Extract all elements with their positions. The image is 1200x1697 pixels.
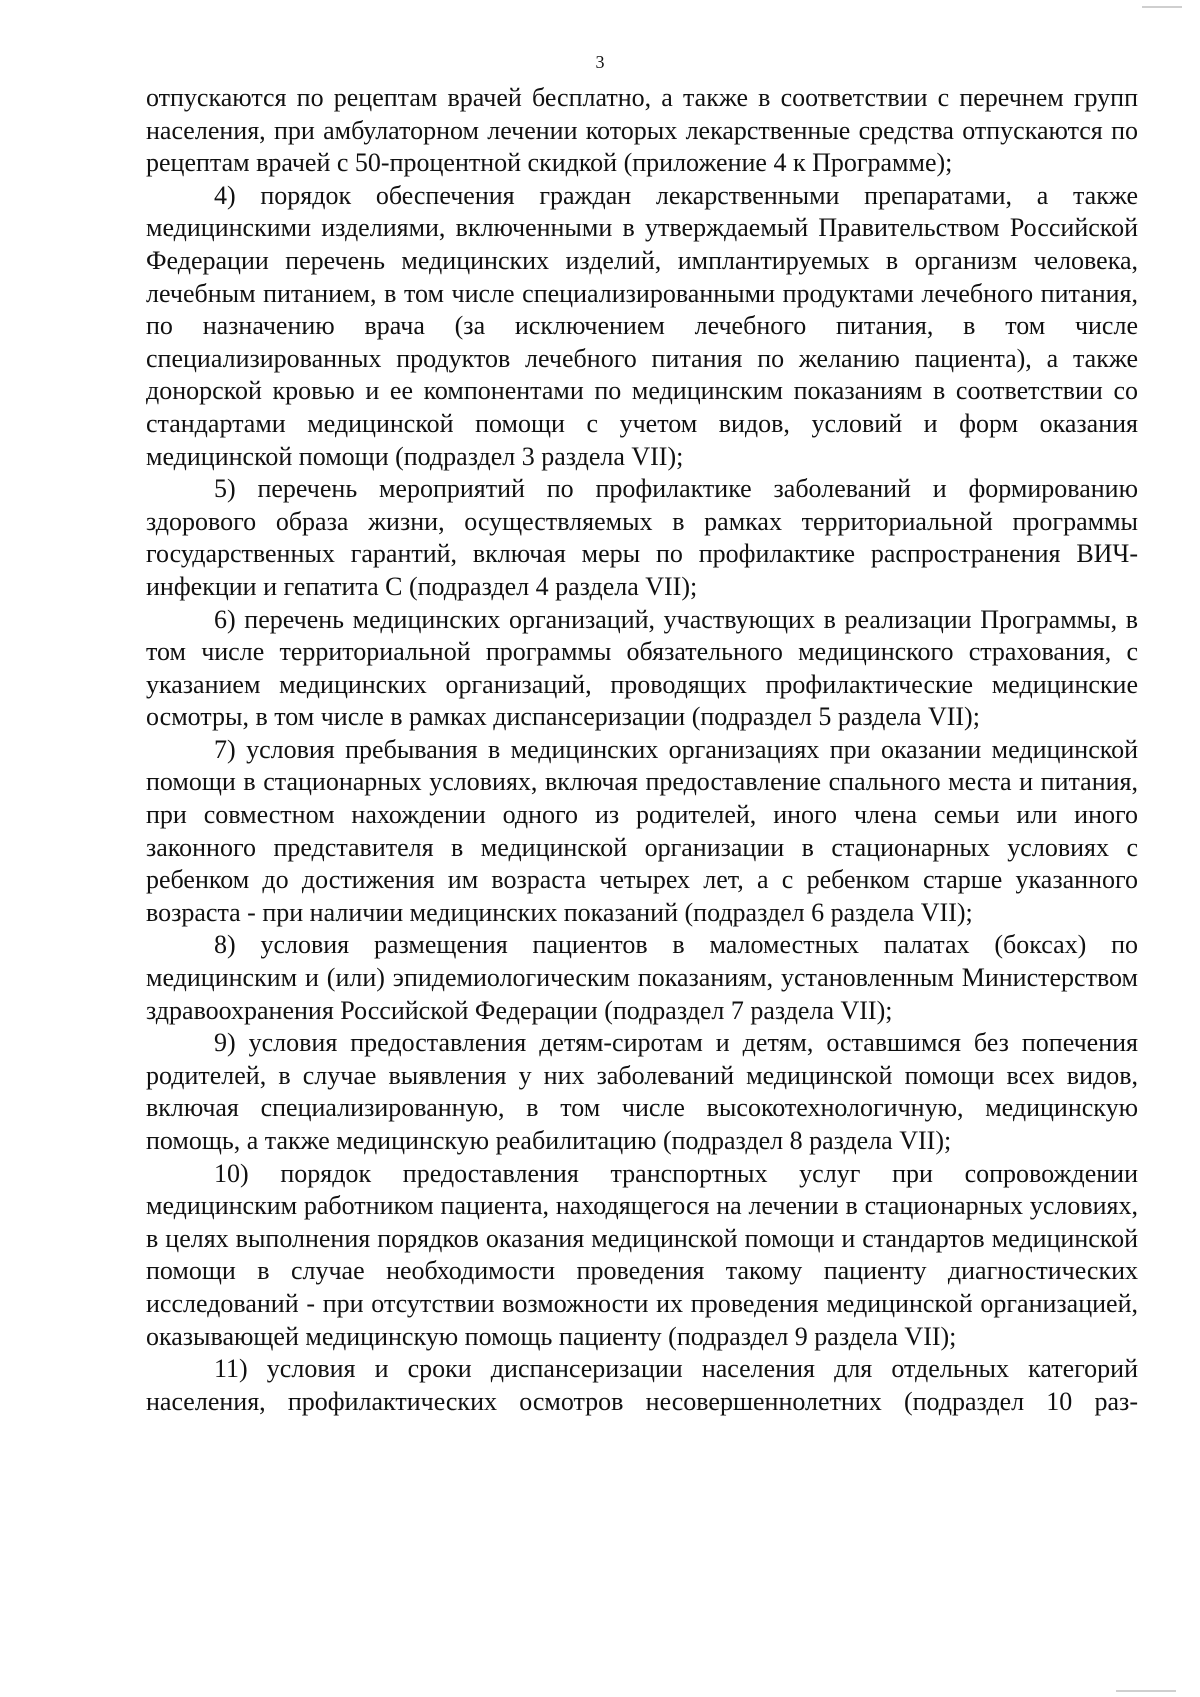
paragraph-item-10: 10) порядок предоставления транспортных услуг при сопровождении медицинским работником пациента, находящегося на лечении в стационарных условиях, в целях выполнения порядков оказания медицинской помощи и стандартов медицинской помощи в случае необходимости проведения такому пациенту диагностических исследований - при отсутствии возможности их проведения медицинской организацией, оказывающей медицинскую помощь пациенту (подраздел 9 раздела VII); bbox=[146, 1158, 1138, 1351]
paragraph-item-5: 5) перечень мероприятий по профилактике заболеваний и формированию здорового образа жизни, осуществляемых в рамках территориальной программы государственных гарантий, включая меры по профилактике распространения ВИЧ-инфекции и гепатита С (подраздел 4 раздела VII); bbox=[146, 474, 1138, 601]
paragraph-item-8: 8) условия размещения пациентов в маломестных палатах (боксах) по медицинским и (или) эпидемиологическим показаниям, установленным Министерством здравоохранения Российской Федерации (подраздел 7 раздела VII); bbox=[146, 930, 1138, 1025]
paragraph-item-11: 11) условия и сроки диспансеризации населения для отдельных категорий населения, профилактических осмотров несовершеннолетних (подраздел 10 раз- bbox=[146, 1354, 1138, 1416]
paragraph-item-7: 7) условия пребывания в медицинских организациях при оказании медицинской помощи в стационарных условиях, включая предоставление спального места и питания, при совместном нахождении одного из родителей, иного члена семьи или иного законного представителя в медицинской организации в стационарных условиях с ребенком до достижения им возраста четырех лет, а с ребенком старше указанного возраста - при наличии медицинских показаний (подраздел 6 раздела VII); bbox=[146, 734, 1138, 927]
paragraph-continuation: отпускаются по рецептам врачей бесплатно, а также в соответствии с перечнем групп населения, при амбулаторном лечении которых лекарственные средства отпускаются по рецептам врачей с 50-процентной скидкой (приложение 4 к Программе); bbox=[146, 83, 1138, 178]
scan-artifact bbox=[1116, 1690, 1176, 1692]
paragraph-item-6: 6) перечень медицинских организаций, участвующих в реализации Программы, в том числе территориальной программы обязательного медицинского страхования, с указанием медицинских организаций, проводящих профилактические медицинские осмотры, в том числе в рамках диспансеризации (подраздел 5 раздела VII); bbox=[146, 604, 1138, 732]
document-body bbox=[146, 82, 1138, 1418]
paragraph-item-4: 4) порядок обеспечения граждан лекарственными препаратами, а также медицинскими изделиями, включенными в утверждаемый Правительством Российской Федерации перечень медицинских изделий, имплантируемых в организм человека, лечебным питанием, в том числе специализированными продуктами лечебного питания, по назначению врача (за исключением лечебного питания, в том числе специализированных продуктов лечебного питания по желанию пациента), а также донорской кровью и ее компонентами по медицинским показаниям в соответствии со стандартами медицинской помощи с учетом видов, условий и форм оказания медицинской помощи (подраздел 3 раздела VII); bbox=[146, 180, 1138, 471]
scan-artifact bbox=[1142, 6, 1182, 8]
paragraph-item-9: 9) условия предоставления детям-сиротам и детям, оставшимся без попечения родителей, в случае выявления у них заболеваний медицинской помощи всех видов, включая специализированную, в том числе высокотехнологичную, медицинскую помощь, а также медицинскую реабилитацию (подраздел 8 раздела VII); bbox=[146, 1028, 1138, 1155]
page-number: 3 bbox=[595, 52, 605, 72]
